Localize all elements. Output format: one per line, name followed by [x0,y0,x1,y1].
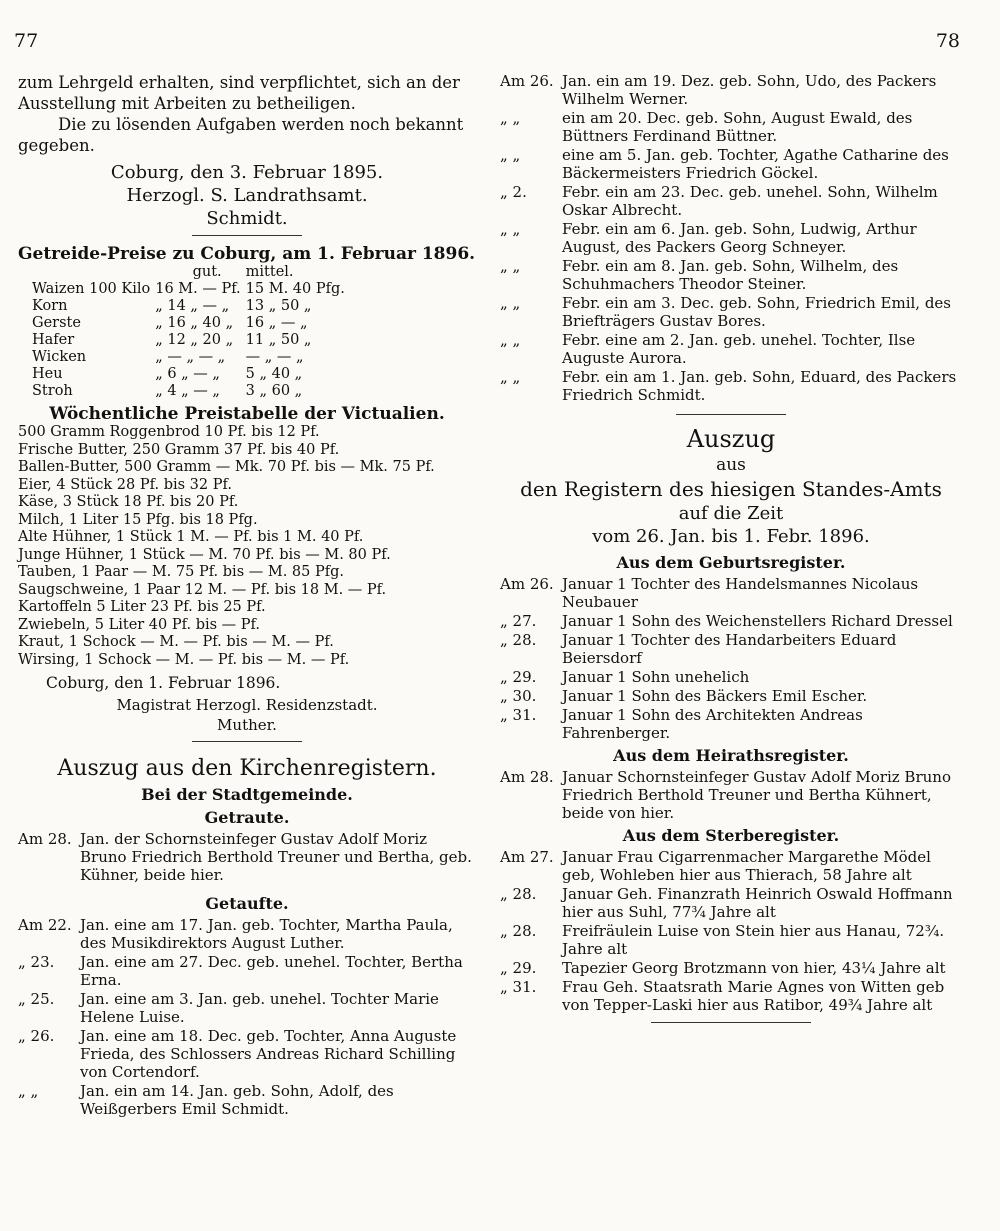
baptism-entry [500,109,962,145]
entry-text: eine am 5. Jan. geb. Tochter, Agathe Catharine des Bäckermeisters Friedrich Göckel. [562,146,949,182]
entry-text: Jan. eine am 27. Dec. geb. unehel. Tochter, Bertha Erna. [80,952,463,989]
entry-date: „ 29. [500,668,537,686]
entry-text: Frau Geh. Staatsrath Marie Agnes von Witten geb von Tepper-Laski hier aus Ratibor, 49¾ Jahre alt [562,978,945,1014]
baptism-entry [500,183,962,219]
married-entry [18,830,476,884]
price-good: 16 M. — Pf. [155,281,241,297]
divider [192,741,302,742]
entry-date: Am 28. [18,829,72,848]
grain-name: Hafer [32,332,75,348]
extract-title: Auszug [686,425,776,453]
birth-register-title: Aus dem Geburtsregister. [616,553,846,572]
notice-office: Herzogl. S. Landrathsamt. [126,185,368,206]
birth-entry [500,575,962,611]
baptism-entry [500,72,962,108]
entry-date: „ „ [18,1081,39,1100]
list-item: Saugschweine, 1 Paar 12 M. — Pf. bis 18 M. — Pf. [18,581,387,598]
church-subtitle: Bei der Stadtgemeinde. [141,784,353,804]
grain-name: Korn [32,298,68,314]
page-number-right: 78 [935,30,960,52]
price-mid: 15 M. 40 Pfg. [245,281,345,297]
grain-prices-title: Getreide-Preise zu Coburg, am 1. Februar 1896. [18,244,476,264]
entry-text: ein am 20. Dec. geb. Sohn, August Ewald, des Büttners Ferdinand Büttner. [562,109,913,145]
entry-text: Januar 1 Sohn unehelich [562,668,750,686]
list-item: Kartoffeln 5 Liter 23 Pf. bis 25 Pf. [18,599,266,615]
entry-date: Am 22. [18,915,72,934]
entry-text: Januar Schornsteinfeger Gustav Adolf Moriz Bruno Friedrich Berthold Treuner und Bertha Kühnert, beide von hier. [562,768,951,822]
entry-date: „ 29. [500,959,537,977]
entry-date: Am 26. [500,575,554,593]
price-good: „ 6 „ — „ [155,366,220,382]
page-number-left: 77 [14,30,39,52]
entry-date: „ „ [500,331,521,349]
victuals-list [18,424,476,669]
list-item: Eier, 4 Stück 28 Pf. bis 32 Pf. [18,476,232,493]
table-row [32,366,350,383]
list-item: Milch, 1 Liter 15 Pfg. bis 18 Pfg. [18,511,258,528]
entry-date: „ 2. [500,183,527,201]
entry-date: „ 28. [500,885,537,903]
entry-text: Januar Frau Cigarrenmacher Margarethe Mödel geb, Wohleben hier aus Thierach, 58 Jahre alt [562,848,931,884]
entry-date: „ 31. [500,706,537,724]
victuals-title: Wöchentliche Preistabelle der Victualien. [49,404,445,424]
column-header: gut. [192,264,222,280]
entry-date: „ „ [500,368,521,386]
notice-date: Coburg, den 3. Februar 1895. [110,162,384,183]
victuals-date: Coburg, den 1. Februar 1896. [46,674,281,692]
extract-registers: den Registern des hiesigen Standes-Amts [520,477,942,501]
price-good: „ 16 „ 40 „ [155,315,234,331]
price-mid: 13 „ 50 „ [245,298,312,314]
list-item: Junge Hühner, 1 Stück — M. 70 Pf. bis — M. 80 Pf. [18,546,391,563]
price-mid: 16 „ — „ [245,315,308,331]
list-item: Zwiebeln, 5 Liter 40 Pf. bis — Pf. [18,616,260,633]
entry-date: „ „ [500,257,521,275]
entry-text: Jan. ein am 14. Jan. geb. Sohn, Adolf, des Weißgerbers Emil Schmidt. [80,1081,394,1118]
grain-price-table [32,264,350,400]
birth-entry [500,668,962,686]
entry-text: Tapezier Georg Brotzmann von hier, 43¼ Jahre alt [562,959,946,977]
column-header: mittel. [245,264,294,280]
divider [192,235,302,236]
entry-text: Januar 1 Tochter des Handarbeiters Eduard Beiersdorf [562,631,897,667]
entry-text: Januar 1 Sohn des Bäckers Emil Escher. [562,687,868,705]
entry-date: „ 28. [500,922,537,940]
divider [676,414,786,415]
baptism-entry [18,990,476,1026]
baptized-title: Getaufte. [205,893,289,913]
list-item: Alte Hühner, 1 Stück 1 M. — Pf. bis 1 M. 40 Pf. [18,529,364,545]
extract-aus: aus [716,455,746,475]
birth-entry [500,706,962,742]
intro-paragraph: Die zu lösenden Aufgaben werden noch bekannt gegeben. [18,115,464,155]
list-item: Frische Butter, 250 Gramm 37 Pf. bis 40 Pf. [18,441,340,458]
table-row [32,349,350,366]
entry-date: „ 30. [500,687,537,705]
entry-date: Am 26. [500,72,554,90]
marriage-register-title: Aus dem Heirathsregister. [613,746,849,765]
notice-signature: Schmidt. [206,208,288,229]
table-row [32,281,350,298]
baptism-entry [500,220,962,256]
baptism-entry [18,916,476,952]
price-mid: 3 „ 60 „ [245,383,303,399]
baptism-entry [500,146,962,182]
death-register-title: Aus dem Sterberegister. [622,826,840,845]
marriage-entry [500,768,962,822]
birth-entry [500,687,962,705]
price-good: „ — „ — „ [155,349,226,365]
baptism-entry [18,1027,476,1081]
table-row [32,332,350,349]
entry-text: Jan. ein am 19. Dez. geb. Sohn, Udo, des Packers Wilhelm Werner. [562,72,937,108]
price-mid: — „ — „ [245,349,304,365]
birth-entry [500,612,962,630]
entry-date: Am 28. [500,768,554,786]
death-entry [500,848,962,884]
entry-text: Febr. ein am 3. Dec. geb. Sohn, Friedrich Emil, des Briefträgers Gustav Bores. [562,294,951,330]
entry-text: Febr. ein am 1. Jan. geb. Sohn, Eduard, des Packers Friedrich Schmidt. [562,368,957,404]
entry-text: Januar 1 Tochter des Handelsmannes Nicolaus Neubauer [562,575,919,611]
entry-text: Januar 1 Sohn des Weichenstellers Richard Dressel [562,612,953,630]
table-header-row [32,264,350,281]
entry-text: Januar Geh. Finanzrath Heinrich Oswald Hoffmann hier aus Suhl, 77¾ Jahre alt [562,885,953,921]
birth-entry [500,631,962,667]
grain-name: Stroh [32,383,73,399]
victuals-office: Magistrat Herzogl. Residenzstadt. [116,695,378,714]
baptism-entry [500,294,962,330]
list-item: Wirsing, 1 Schock — M. — Pf. bis — M. — Pf. [18,651,350,668]
entry-date: „ 23. [18,952,55,971]
entry-date: „ 26. [18,1026,55,1045]
entry-text: Jan. eine am 3. Jan. geb. unehel. Tochter Marie Helene Luise. [80,989,439,1026]
entry-text: Febr. ein am 23. Dec. geb. unehel. Sohn, Wilhelm Oskar Albrecht. [562,183,938,219]
list-item: Käse, 3 Stück 18 Pf. bis 20 Pf. [18,494,239,510]
victuals-signature: Muther. [217,716,277,734]
death-entry [500,978,962,1014]
extract-auf: auf die Zeit [678,503,784,524]
price-good: „ 12 „ 20 „ [155,332,234,348]
table-row [32,315,350,332]
grain-name: Heu [32,366,63,382]
baptism-entry [500,257,962,293]
intro-paragraph: zum Lehrgeld erhalten, sind verpflichtet, sich an der Ausstellung mit Arbeiten zu betheiligen. [18,73,460,113]
entry-text: Jan. der Schornsteinfeger Gustav Adolf Moriz Bruno Friedrich Berthold Treuner und Bertha, geb. Kühner, beide hier. [80,829,472,884]
price-mid: 5 „ 40 „ [245,366,303,382]
list-item: Ballen-Butter, 500 Gramm — Mk. 70 Pf. bis — Mk. 75 Pf. [18,459,435,475]
entry-date: „ 31. [500,978,537,996]
entry-date: „ „ [500,220,521,238]
table-row [32,298,350,315]
death-entry [500,959,962,977]
list-item: Tauben, 1 Paar — M. 75 Pf. bis — M. 85 Pfg. [18,564,344,580]
list-item: 500 Gramm Roggenbrod 10 Pf. bis 12 Pf. [18,424,320,440]
married-title: Getraute. [204,807,290,827]
entry-text: Januar 1 Sohn des Architekten Andreas Fahrenberger. [562,706,863,742]
entry-text: Febr. ein am 8. Jan. geb. Sohn, Wilhelm, des Schuhmachers Theodor Steiner. [562,257,899,293]
entry-date: „ 28. [500,631,537,649]
list-item: Kraut, 1 Schock — M. — Pf. bis — M. — Pf. [18,634,334,650]
death-entry [500,922,962,958]
grain-name: Wicken [32,349,87,365]
price-good: „ 4 „ — „ [155,383,220,399]
entry-date: „ „ [500,146,521,164]
baptism-entry [18,953,476,989]
table-row [32,383,350,400]
baptism-entry [500,368,962,404]
entry-text: Jan. eine am 18. Dec. geb. Tochter, Anna Auguste Frieda, des Schlossers Andreas Richard Schilling von Cortendorf. [80,1026,457,1081]
entry-date: „ „ [500,294,521,312]
entry-date: „ 27. [500,612,537,630]
entry-text: Jan. eine am 17. Jan. geb. Tochter, Martha Paula, des Musikdirektors August Luther. [80,915,453,952]
entry-text: Freifräulein Luise von Stein hier aus Hanau, 72¾. Jahre alt [562,922,945,958]
baptism-entry [500,331,962,367]
grain-name: Gerste [32,315,81,331]
entry-date: „ „ [500,109,521,127]
church-register-title: Auszug aus den Kirchenregistern. [57,755,437,781]
entry-text: Febr. ein am 6. Jan. geb. Sohn, Ludwig, Arthur August, des Packers Georg Schneyer. [562,220,917,256]
price-mid: 11 „ 50 „ [245,332,312,348]
entry-text: Febr. eine am 2. Jan. geb. unehel. Tochter, Ilse Auguste Aurora. [562,331,916,367]
right-column [500,72,962,1029]
entry-date: „ 25. [18,989,55,1008]
extract-period: vom 26. Jan. bis 1. Febr. 1896. [592,526,870,547]
baptism-entry [18,1082,476,1118]
grain-name: Waizen 100 Kilo [32,281,151,297]
divider [651,1022,811,1023]
price-good: „ 14 „ — „ [155,298,230,314]
death-entry [500,885,962,921]
entry-date: Am 27. [500,848,554,866]
left-column [18,72,476,1119]
